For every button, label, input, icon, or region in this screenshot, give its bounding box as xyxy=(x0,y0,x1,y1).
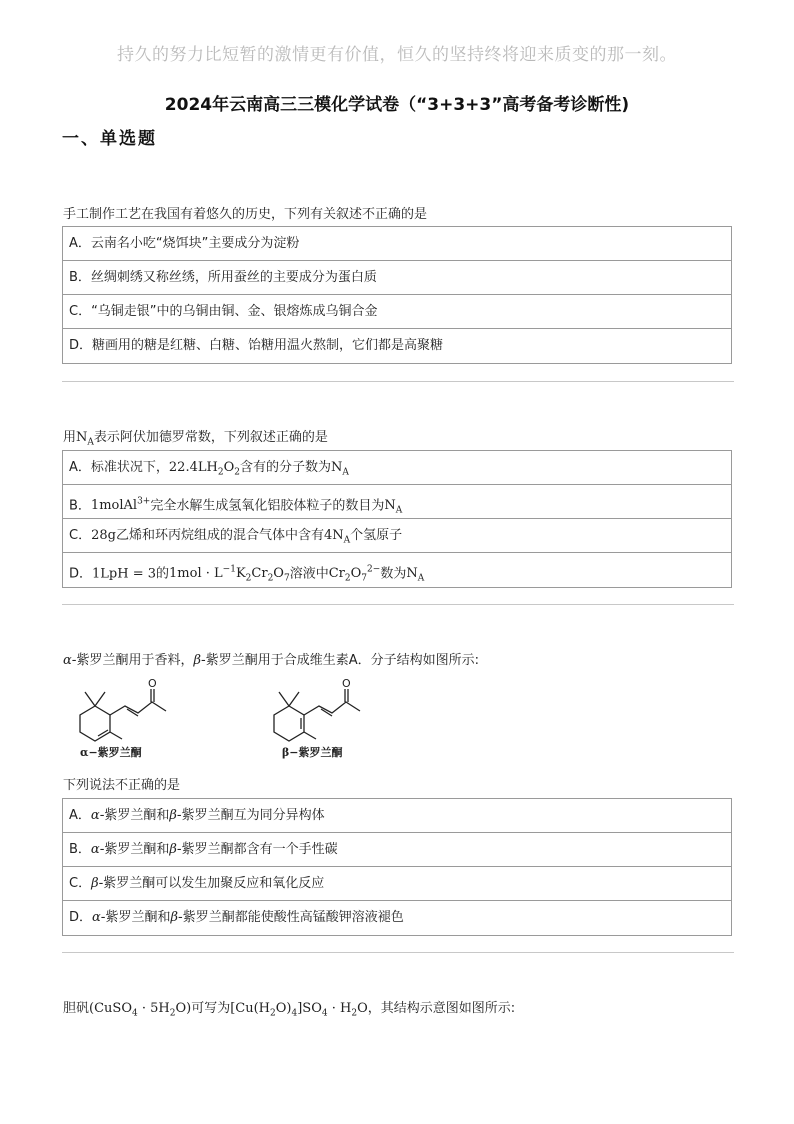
q1-option-c[interactable]: C．“乌铜走银”中的乌铜由铜、金、银熔炼成乌铜合金 xyxy=(63,295,731,329)
q1-options xyxy=(62,226,732,364)
divider xyxy=(62,381,734,382)
q4-stem: 胆矾(CuSO$_4$ · $5H_2O$)可写为$[Cu(H_2O)_4]SO_4 \cdot H_2O$，其结构示意图如图所示: xyxy=(63,1001,516,1019)
q2-option-d[interactable]: D．1LpH = 3的$1mol \cdot L^{-1}K_2Cr_2O_7$溶液中$Cr_2O_7^{2-}$数为$N_A$ xyxy=(69,565,425,584)
q3-option-b[interactable]: B．α-紫罗兰酮和β-紫罗兰酮都含有一个手性碳 xyxy=(63,833,731,867)
motto-banner: 持久的努力比短暂的激情更有价值，恒久的坚持终将迎来质变的那一刻。 xyxy=(117,45,677,65)
q2-stem: 用$N_A$表示阿伏加德罗常数，下列叙述正确的是 xyxy=(63,430,328,448)
q3-option-c[interactable]: C．β-紫罗兰酮可以发生加聚反应和氧化反应 xyxy=(63,867,731,901)
q1-option-a[interactable]: A．云南名小吃“烧饵块”主要成分为淀粉 xyxy=(63,227,731,261)
section-heading: 一、单选题 xyxy=(62,129,157,149)
beta-ionone-structure xyxy=(264,678,384,766)
q2-options xyxy=(62,450,732,588)
alpha-ionone-structure xyxy=(70,678,190,766)
q3-stem: α-紫罗兰酮用于香料，β-紫罗兰酮用于合成维生素A．分子结构如图所示: xyxy=(63,653,479,668)
page-title: 2024年云南高三三模化学试卷（“3+3+3”高考备考诊断性) xyxy=(164,95,630,115)
q1-option-d[interactable]: D．糖画用的糖是红糖、白糖、饴糖用温火熬制，它们都是高聚糖 xyxy=(69,338,444,353)
q3-option-d[interactable]: D．α-紫罗兰酮和β-紫罗兰酮都能使酸性高锰酸钾溶液褪色 xyxy=(69,910,404,925)
q1-option-b[interactable]: B．丝绸刺绣又称丝绣，所用蚕丝的主要成分为蛋白质 xyxy=(63,261,731,295)
q1-stem: 手工制作工艺在我国有着悠久的历史，下列有关叙述不正确的是 xyxy=(63,207,428,222)
q2-option-a[interactable]: A．标准状况下，$22.4LH_2O_2$含有的分子数为$N_A$ xyxy=(63,451,731,485)
q3-sub-stem: 下列说法不正确的是 xyxy=(63,778,181,793)
divider xyxy=(62,604,734,605)
q2-option-c[interactable]: C．28g乙烯和环丙烷组成的混合气体中含有$4N_A$个氢原子 xyxy=(63,519,731,553)
q3-options xyxy=(62,798,732,936)
oxygen-atom-label: O xyxy=(342,678,351,690)
q2-option-b[interactable]: B．1molAl$^{3+}$完全水解生成氢氧化铝胶体粒子的数目为$N_A$ xyxy=(63,485,731,519)
divider xyxy=(62,952,734,953)
beta-ionone-label: β−紫罗兰酮 xyxy=(282,746,343,759)
q3-option-a[interactable]: A．α-紫罗兰酮和β-紫罗兰酮互为同分异构体 xyxy=(63,799,731,833)
alpha-ionone-label: α−紫罗兰酮 xyxy=(80,746,142,759)
oxygen-atom-label: O xyxy=(148,678,157,690)
